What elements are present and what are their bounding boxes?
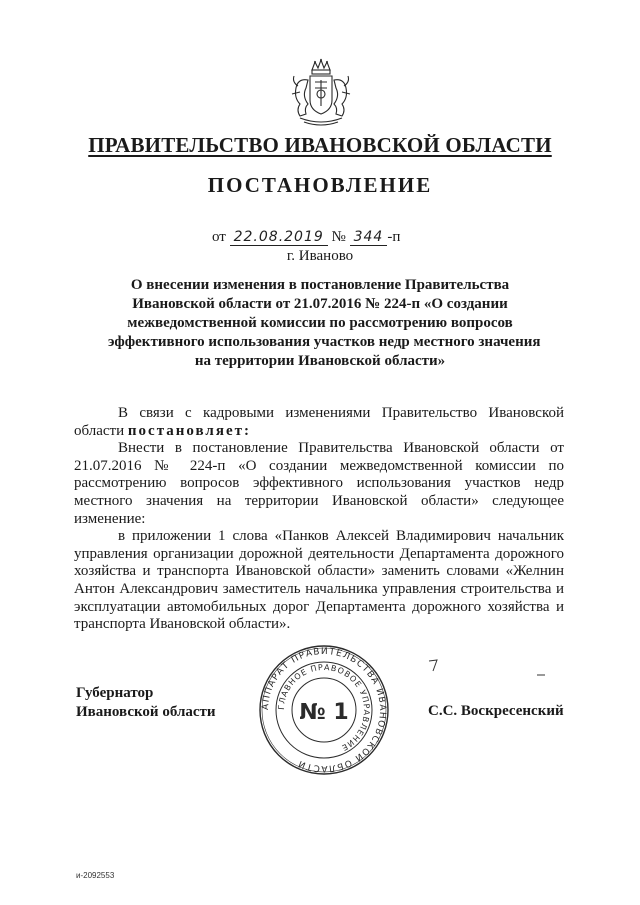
subject-line: О внесении изменения в постановление Правительства — [130, 277, 510, 293]
document-subject — [108, 276, 541, 371]
body-paragraph-1 — [74, 405, 564, 440]
subject-line: межведомственной комиссии по рассмотрению вопросов — [127, 315, 513, 331]
date-from-label: от — [212, 229, 226, 245]
official-stamp — [258, 644, 390, 776]
date-number-line — [212, 229, 400, 246]
resolves-word: постановляет: — [127, 422, 251, 439]
document-code: и-2092553 — [76, 871, 115, 880]
number-value: 344 — [350, 229, 388, 246]
paragraph-1-text: В связи с кадровыми изменениями Правительство Ивановской области — [74, 405, 564, 439]
subject-line: Ивановской области от 21.07.2016 № 224-п «О создании — [132, 296, 508, 312]
city: г. Иваново — [286, 248, 354, 264]
stamp-center-text: № 1 — [299, 700, 349, 725]
coat-of-arms-icon — [286, 56, 356, 130]
subject-line: на территории Ивановской области» — [194, 353, 446, 369]
document-type: ПОСТАНОВЛЕНИЕ — [207, 173, 433, 197]
number-suffix: -п — [387, 229, 401, 245]
government-title: ПРАВИТЕЛЬСТВО ИВАНОВСКОЙ ОБЛАСТИ — [88, 133, 552, 157]
handwritten-signature — [425, 653, 555, 683]
signatory-position — [76, 684, 216, 722]
body-paragraph-2: Внести в постановление Правительства Ивановской области от 21.07.2016 № 224-п «О создании межведомственной комиссии по рассмотрению вопросов эффективного использования участков недр местного значения на территории Ивановской области» следующее изменение: — [74, 440, 564, 527]
date-value: 22.08.2019 — [230, 229, 328, 246]
stamp-outer-text: АППАРАТ ПРАВИТЕЛЬСТВА ИВАНОВСКОЙ ОБЛАСТИ — [260, 646, 388, 774]
signatory-name: С.С. Воскресенский — [428, 703, 564, 719]
document-body — [74, 405, 564, 634]
stamp-inner-text: ГЛАВНОЕ ПРАВОВОЕ УПРАВЛЕНИЕ — [276, 662, 372, 753]
number-label: № — [331, 229, 346, 245]
position-line-2: Ивановской области — [76, 704, 216, 720]
subject-line: эффективного использования участков недр местного значения — [108, 334, 541, 350]
position-line-1: Губернатор — [76, 685, 154, 701]
body-paragraph-3: в приложении 1 слова «Панков Алексей Владимирович начальник управления организации дорожной деятельности Департамента дорожного хозяйства и транспорта Ивановской области» заменить словами «Желнин Антон Александрович заместитель начальника управления строительства и эксплуатации автомобильных дорог Департамента дорожного хозяйства и транспорта Ивановской области». — [74, 528, 564, 633]
